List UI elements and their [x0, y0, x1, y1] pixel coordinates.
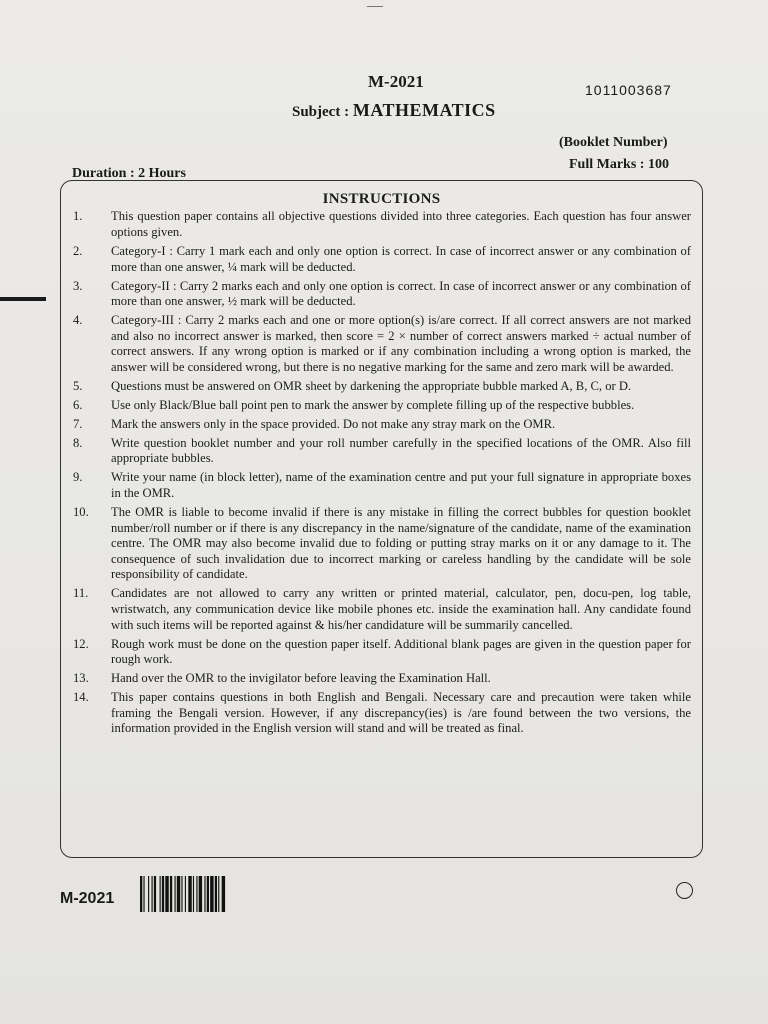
instruction-number: 9.: [73, 470, 83, 485]
booklet-number-label: (Booklet Number): [559, 135, 668, 150]
instruction-number: 2.: [73, 243, 83, 258]
booklet-serial-number: 1011003687: [585, 82, 672, 98]
instruction-text: Write question booklet number and your roll number carefully in the specified locations of the OMR. Also fill appropriate bubbles.: [111, 435, 691, 466]
barcode-bar: [199, 876, 202, 912]
barcode-bar: [193, 876, 194, 912]
barcode-bar: [170, 876, 172, 912]
barcode-bar: [160, 876, 161, 912]
instructions-box: [60, 180, 703, 858]
page-circle-mark: [676, 882, 693, 899]
barcode-bar: [143, 876, 144, 912]
barcode-bar: [140, 876, 142, 912]
barcode-bar: [204, 876, 205, 912]
barcode-bar: [222, 876, 225, 912]
instruction-number: 5.: [73, 378, 83, 393]
barcode-bar: [154, 876, 156, 912]
instruction-number: 14.: [73, 690, 89, 705]
instruction-text: Category-II : Carry 2 marks each and only one option is correct. In case of incorrect answer or any combination of more than one answer, ½ mark will be deducted.: [111, 278, 691, 309]
instruction-number: 10.: [73, 505, 89, 519]
instruction-item: [71, 209, 691, 240]
instruction-item: [71, 379, 691, 395]
instruction-text: The OMR is liable to become invalid if there is any mistake in filling the correct bubbles for question booklet number/roll number or if there is any discrepancy in the name/signature of the candidate, name of the examination centre. The OMR may also become invalid due to folding or putting stray marks on it or any damage to it. The consequence of such invalidation due to incorrect marking or careless handling by the candidate will be sole responsibility of candidate.: [111, 505, 691, 582]
barcode-bar: [185, 876, 186, 912]
instruction-number: 4.: [73, 313, 83, 328]
instruction-item: [71, 586, 691, 633]
barcode-bar: [196, 876, 197, 912]
instruction-number: 8.: [73, 435, 83, 450]
instruction-number: 11.: [73, 586, 89, 601]
instruction-item: [71, 244, 691, 275]
instruction-number: 12.: [73, 636, 89, 651]
instruction-item: [71, 313, 691, 375]
barcode-bar: [152, 876, 153, 912]
instruction-number: 6.: [73, 397, 83, 412]
barcode-bar: [215, 876, 217, 912]
barcode-bar: [218, 876, 219, 912]
instruction-item: [71, 398, 691, 414]
footer-exam-code: M-2021: [60, 890, 115, 907]
instruction-item: [71, 690, 691, 737]
instruction-number: 13.: [73, 671, 89, 686]
instruction-item: [71, 671, 691, 687]
instruction-text: Write your name (in block letter), name of the examination centre and put your full signature in appropriate boxes in the OMR.: [111, 470, 691, 501]
instruction-item: [71, 279, 691, 310]
instruction-item: [71, 470, 691, 501]
barcode-bar: [188, 876, 191, 912]
exam-code: M-2021: [368, 72, 424, 91]
instructions-heading: INSTRUCTIONS: [322, 191, 441, 207]
instruction-item: [71, 637, 691, 668]
barcode: [140, 876, 298, 912]
instruction-text: Use only Black/Blue ball point pen to mark the answer by complete filling up of the respective bubbles.: [111, 397, 635, 412]
instruction-number: 1.: [73, 209, 83, 224]
instruction-text: Category-III : Carry 2 marks each and one or more option(s) is/are correct. If all correct answers are not marked and also no incorrect answer is marked, then score = 2 × number of correct answers marked ÷ actual number of correct answers. If any wrong option is marked or if any combination including a wrong option is marked, the answer will be considered wrong, but there is no negative marking for the same and zero mark will be awarded.: [111, 313, 691, 374]
instruction-text: Rough work must be done on the question paper itself. Additional blank pages are given in the question paper for rough work.: [111, 636, 691, 667]
full-marks: Full Marks : 100: [569, 157, 669, 172]
instruction-text: This paper contains questions in both English and Bengali. Necessary care and precaution were taken while framing the Bengali version. However, if any discrepancy(ies) is /are found between the two versions, the information provided in the English version will stand and will be treated as final.: [111, 690, 691, 736]
instruction-number: 3.: [73, 278, 83, 293]
instruction-text: Category-I : Carry 1 mark each and only one option is correct. In case of incorrect answer or any combination of more than one answer, ¼ mark will be deducted.: [111, 243, 691, 274]
top-tick-mark: [367, 0, 383, 7]
subject-line: [292, 100, 496, 121]
instruction-list: [71, 206, 691, 737]
instruction-text: Candidates are not allowed to carry any written or printed material, calculator, pen, docu-pen, log table, wristwatch, any communication device like mobile phones etc. inside the examination hall. Any candidate found with such items will be reported against & his/her candidature will be summarily cancelled.: [111, 586, 691, 632]
duration: Duration : 2 Hours: [72, 166, 186, 181]
instruction-text: Mark the answers only in the space provided. Do not make any stray mark on the OMR.: [111, 416, 556, 431]
barcode-bar: [148, 876, 149, 912]
instruction-item: [71, 417, 691, 433]
barcode-bar: [162, 876, 164, 912]
barcode-bar: [165, 876, 168, 912]
instruction-item: [71, 436, 691, 467]
instruction-text: Questions must be answered on OMR sheet by darkening the appropriate bubble marked A, B, C, or D.: [111, 378, 632, 393]
barcode-bar: [181, 876, 182, 912]
barcode-bar: [175, 876, 176, 912]
barcode-bar: [177, 876, 180, 912]
barcode-bar: [207, 876, 209, 912]
instruction-text: Hand over the OMR to the invigilator before leaving the Examination Hall.: [111, 671, 491, 686]
barcode-bar: [210, 876, 213, 912]
scan-edge-mark: [0, 297, 46, 301]
subject-label: Subject :: [292, 104, 350, 120]
instruction-item: [71, 505, 691, 583]
subject-name: MATHEMATICS: [352, 100, 496, 120]
instruction-text: This question paper contains all objective questions divided into three categories. Each question has four answer options given.: [111, 209, 691, 239]
instruction-number: 7.: [73, 416, 83, 431]
